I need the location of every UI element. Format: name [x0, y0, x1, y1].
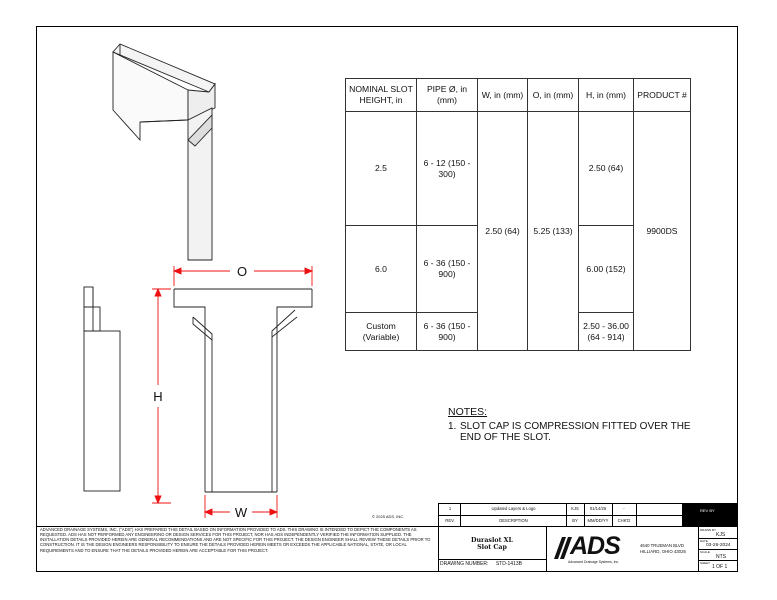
rev-header-description: DESCRIPTION — [499, 518, 528, 523]
dimension-w-label: W — [234, 505, 248, 520]
cell-w: 2.50 (64) — [478, 112, 528, 351]
copyright: © 2025 ADS, INC. — [372, 514, 405, 519]
sheet-label: SHEET — [700, 561, 711, 565]
rev-header-date: MM/DD/YY — [587, 518, 609, 523]
cell-pipe: 6 - 36 (150 - 900) — [417, 226, 478, 313]
side-view — [84, 287, 120, 491]
cell-pipe: 6 - 36 (150 - 900) — [417, 313, 478, 351]
sheet-value: 1 OF 1 — [712, 564, 728, 570]
rev-header-by: BY — [572, 518, 578, 523]
cell-nominal: Custom (Variable) — [346, 313, 417, 351]
rev-by: KJS — [571, 506, 579, 511]
drawing-title-line1: Duraslot XL — [471, 537, 513, 544]
ads-logo-subtext: Advanced Drainage Systems, Inc. — [568, 560, 620, 564]
drawn-by-label: DRAWN BY — [700, 528, 717, 532]
rev-header-checked: CHK'D — [617, 518, 631, 523]
note-number: 1. — [448, 421, 457, 432]
cell-product: 9900DS — [634, 112, 691, 351]
rev-box-label: REV BY — [700, 508, 715, 513]
company-address — [640, 543, 686, 554]
address-line1: 4640 TRUEMAN BLVD — [640, 543, 685, 548]
scale-label: SCALE — [700, 550, 710, 554]
header-pipe-diameter: PIPE Ø, in (mm) — [417, 79, 478, 112]
rev-description: Updated Layers & Logo — [491, 506, 536, 511]
cell-h: 2.50 - 36.00 (64 - 914) — [579, 313, 634, 351]
note-text: SLOT CAP IS COMPRESSION FITTED OVER THE END OF THE SLOT. — [460, 421, 691, 443]
drawing-title — [438, 527, 546, 559]
front-view — [174, 289, 312, 492]
header-nominal-slot-height: NOMINAL SLOT HEIGHT, in — [346, 79, 417, 112]
drawing-number-value: STD-1413B — [495, 561, 522, 567]
date-value: 03-26-2024 — [706, 543, 731, 548]
rev-header-rev: REV. — [445, 518, 455, 523]
dimension-h-label: H — [153, 389, 163, 404]
scale-value: NTS — [716, 554, 726, 560]
cell-h: 6.00 (152) — [579, 226, 634, 313]
cell-h: 2.50 (64) — [579, 112, 634, 226]
notes-header: NOTES: — [448, 406, 488, 418]
header-o: O, in (mm) — [528, 79, 579, 112]
ads-logo-text: ADS — [570, 532, 620, 560]
table-row — [346, 112, 691, 226]
drawing-number-label: DRAWING NUMBER: — [440, 561, 489, 567]
table-header-row — [346, 79, 691, 112]
cell-pipe: 6 - 12 (150 - 300) — [417, 112, 478, 226]
header-product: PRODUCT # — [634, 79, 691, 112]
address-line2: HILLIARD, OHIO 43026 — [640, 548, 686, 554]
notes — [448, 406, 698, 443]
rev-date: 01/14/25 — [589, 506, 607, 511]
rev-checked: - — [623, 506, 625, 511]
cell-o: 5.25 (133) — [528, 112, 579, 351]
header-h: H, in (mm) — [579, 79, 634, 112]
note-item — [448, 421, 698, 443]
ads-logo — [552, 529, 634, 569]
drawing-title-line2: Slot Cap — [477, 544, 507, 551]
cell-nominal: 2.5 — [346, 112, 417, 226]
drawn-by-value: KJS — [716, 532, 726, 538]
drawing-number — [440, 561, 522, 567]
date-label: DATE — [700, 539, 708, 543]
disclaimer: ADVANCED DRAINAGE SYSTEMS, INC. ("ADS") HAS PREPARED THIS DETAIL BASED ON INFORMATION PROVIDED TO ADS. THIS DRAWING IS INTENDED TO DEPICT THE COMPONENTS AS REQUESTED. ADS HAS NOT PERFORMED ANY ENGINEERING OR DESIGN SERVICES FOR THIS PROJECT, NOR HAS ADS INDEPENDENTLY VERIFIED THE INFORMATION SUPPLIED. THE INSTALLATION DETAILS PROVIDED HEREIN ARE GENERAL RECOMMENDATIONS AND ARE NOT SPECIFIC FOR THIS PROJECT. THE DESIGN ENGINEER SHALL REVIEW THESE DETAILS PRIOR TO CONSTRUCTION. IT IS THE DESIGN ENGINEERS RESPONSIBILITY TO ENSURE THE DETAILS PROVIDED HEREIN MEETS OR EXCEEDS THE APPLICABLE NATIONAL, STATE, OR LOCAL REQUIREMENTS AND TO ENSURE THAT THE DETAILS PROVIDED HEREIN ARE ACCEPTABLE FOR THIS PROJECT. — [40, 527, 431, 553]
rev-number: 1 — [448, 506, 452, 511]
cell-nominal: 6.0 — [346, 226, 417, 313]
header-w: W, in (mm) — [478, 79, 528, 112]
dimension-o-label: O — [236, 264, 248, 279]
isometric-view — [113, 44, 215, 260]
spec-table — [345, 78, 691, 351]
